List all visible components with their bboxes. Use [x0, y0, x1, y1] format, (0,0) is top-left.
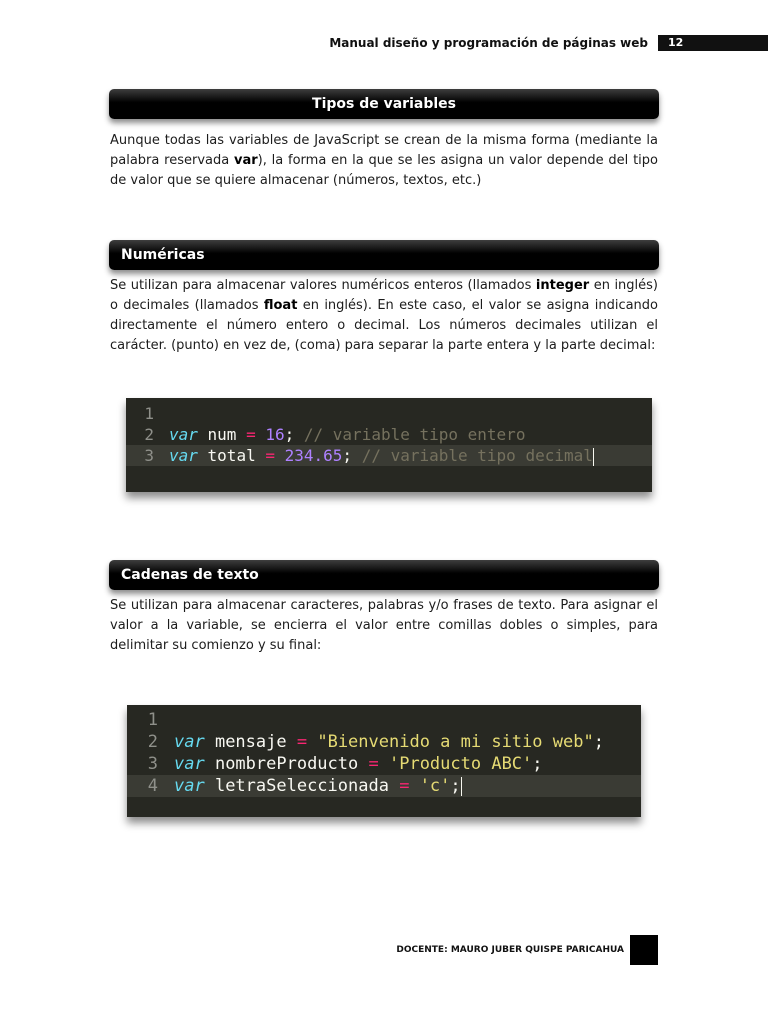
code-keyword: var [169, 425, 198, 444]
code-space [409, 776, 419, 796]
code-line [126, 403, 652, 424]
code-operator: = [246, 425, 256, 444]
code-block-numeric [126, 398, 652, 492]
text-segment: Aunque todas las variables de JavaScript se crean de la misma forma (mediante la palabra reservada [110, 133, 658, 168]
page-footer [0, 935, 768, 965]
paragraph-tipos-de-variables [110, 131, 658, 191]
code-space [307, 732, 317, 752]
line-number: 1 [147, 710, 158, 730]
code-line-active [127, 775, 641, 797]
teacher-name: DOCENTE: MAURO JUBER QUISPE PARICAHUA [396, 945, 624, 955]
text-segment: en inglés). En este caso, el valor se asigna indicando directamente el número entero o decimal. Los números decimales utilizan el carácter. (punto) en vez de, (coma) para separar la parte entera y la parte decimal: [110, 298, 659, 353]
line-number: 1 [144, 404, 154, 423]
code-number: 234.65 [284, 446, 343, 465]
code-identifier: letraSeleccionada [204, 776, 400, 796]
code-operator: = [265, 446, 275, 465]
paragraph-numericas [110, 276, 658, 356]
line-number: 3 [147, 754, 158, 774]
code-keyword: var [174, 732, 205, 752]
text-segment: ), la forma en la que se les asigna un valor depende del tipo de valor que se quiere almacenar (números, textos, etc.) [110, 153, 658, 188]
line-number: 2 [144, 425, 154, 444]
code-comment: // variable tipo entero [303, 425, 526, 444]
code-operator: = [399, 776, 410, 796]
line-number: 3 [144, 446, 154, 465]
code-line [127, 731, 641, 753]
code-identifier: num [197, 425, 247, 444]
code-space [256, 425, 266, 444]
page-header [0, 34, 768, 52]
code-string: 'c' [419, 776, 451, 796]
line-number: 4 [147, 776, 158, 796]
code-keyword: var [174, 754, 205, 774]
heading-tipos-de-variables: Tipos de variables [109, 89, 659, 119]
code-keyword: var [169, 446, 198, 465]
code-space [275, 446, 285, 465]
page-number: 12 [658, 35, 768, 51]
paragraph-cadenas-de-texto: Se utilizan para almacenar caracteres, palabras y/o frases de texto. Para asignar el valor a la variable, se encierra el valor entre comillas dobles o simples, para delimitar su comienzo y su final: [110, 598, 658, 653]
code-operator: = [296, 732, 308, 752]
keyword-integer: integer [535, 278, 590, 293]
code-string: "Bienvenido a mi sitio web" [317, 732, 594, 752]
text-cursor [593, 448, 594, 466]
keyword-var: var [233, 153, 258, 168]
footer-black-box [630, 935, 658, 965]
code-terminator: ; [532, 754, 543, 774]
code-line [126, 424, 652, 445]
code-block-strings [127, 705, 641, 817]
code-identifier: mensaje [204, 732, 297, 752]
code-operator: = [368, 754, 379, 774]
code-number: 16 [265, 425, 285, 444]
text-cursor [461, 777, 462, 796]
code-keyword: var [174, 776, 205, 796]
code-line-active [126, 445, 652, 466]
code-string: 'Producto ABC' [388, 754, 533, 774]
text-segment: en inglés) o decimales (llamados [110, 278, 659, 313]
code-line [127, 709, 641, 731]
code-terminator: ; [342, 446, 362, 465]
heading-numericas: Numéricas [109, 240, 659, 270]
manual-title: Manual diseño y programación de páginas web [329, 36, 648, 50]
text-segment: Se utilizan para almacenar valores numéricos enteros (llamados [110, 278, 536, 293]
keyword-float: float [263, 298, 298, 313]
code-terminator: ; [284, 425, 304, 444]
code-space [379, 754, 389, 774]
code-identifier: total [197, 446, 266, 465]
code-comment: // variable tipo decimal [361, 446, 593, 465]
heading-cadenas-de-texto: Cadenas de texto [109, 560, 659, 590]
line-number: 2 [147, 732, 158, 752]
code-line [127, 753, 641, 775]
code-terminator: ; [450, 776, 461, 796]
code-identifier: nombreProducto [204, 754, 369, 774]
code-terminator: ; [593, 732, 604, 752]
